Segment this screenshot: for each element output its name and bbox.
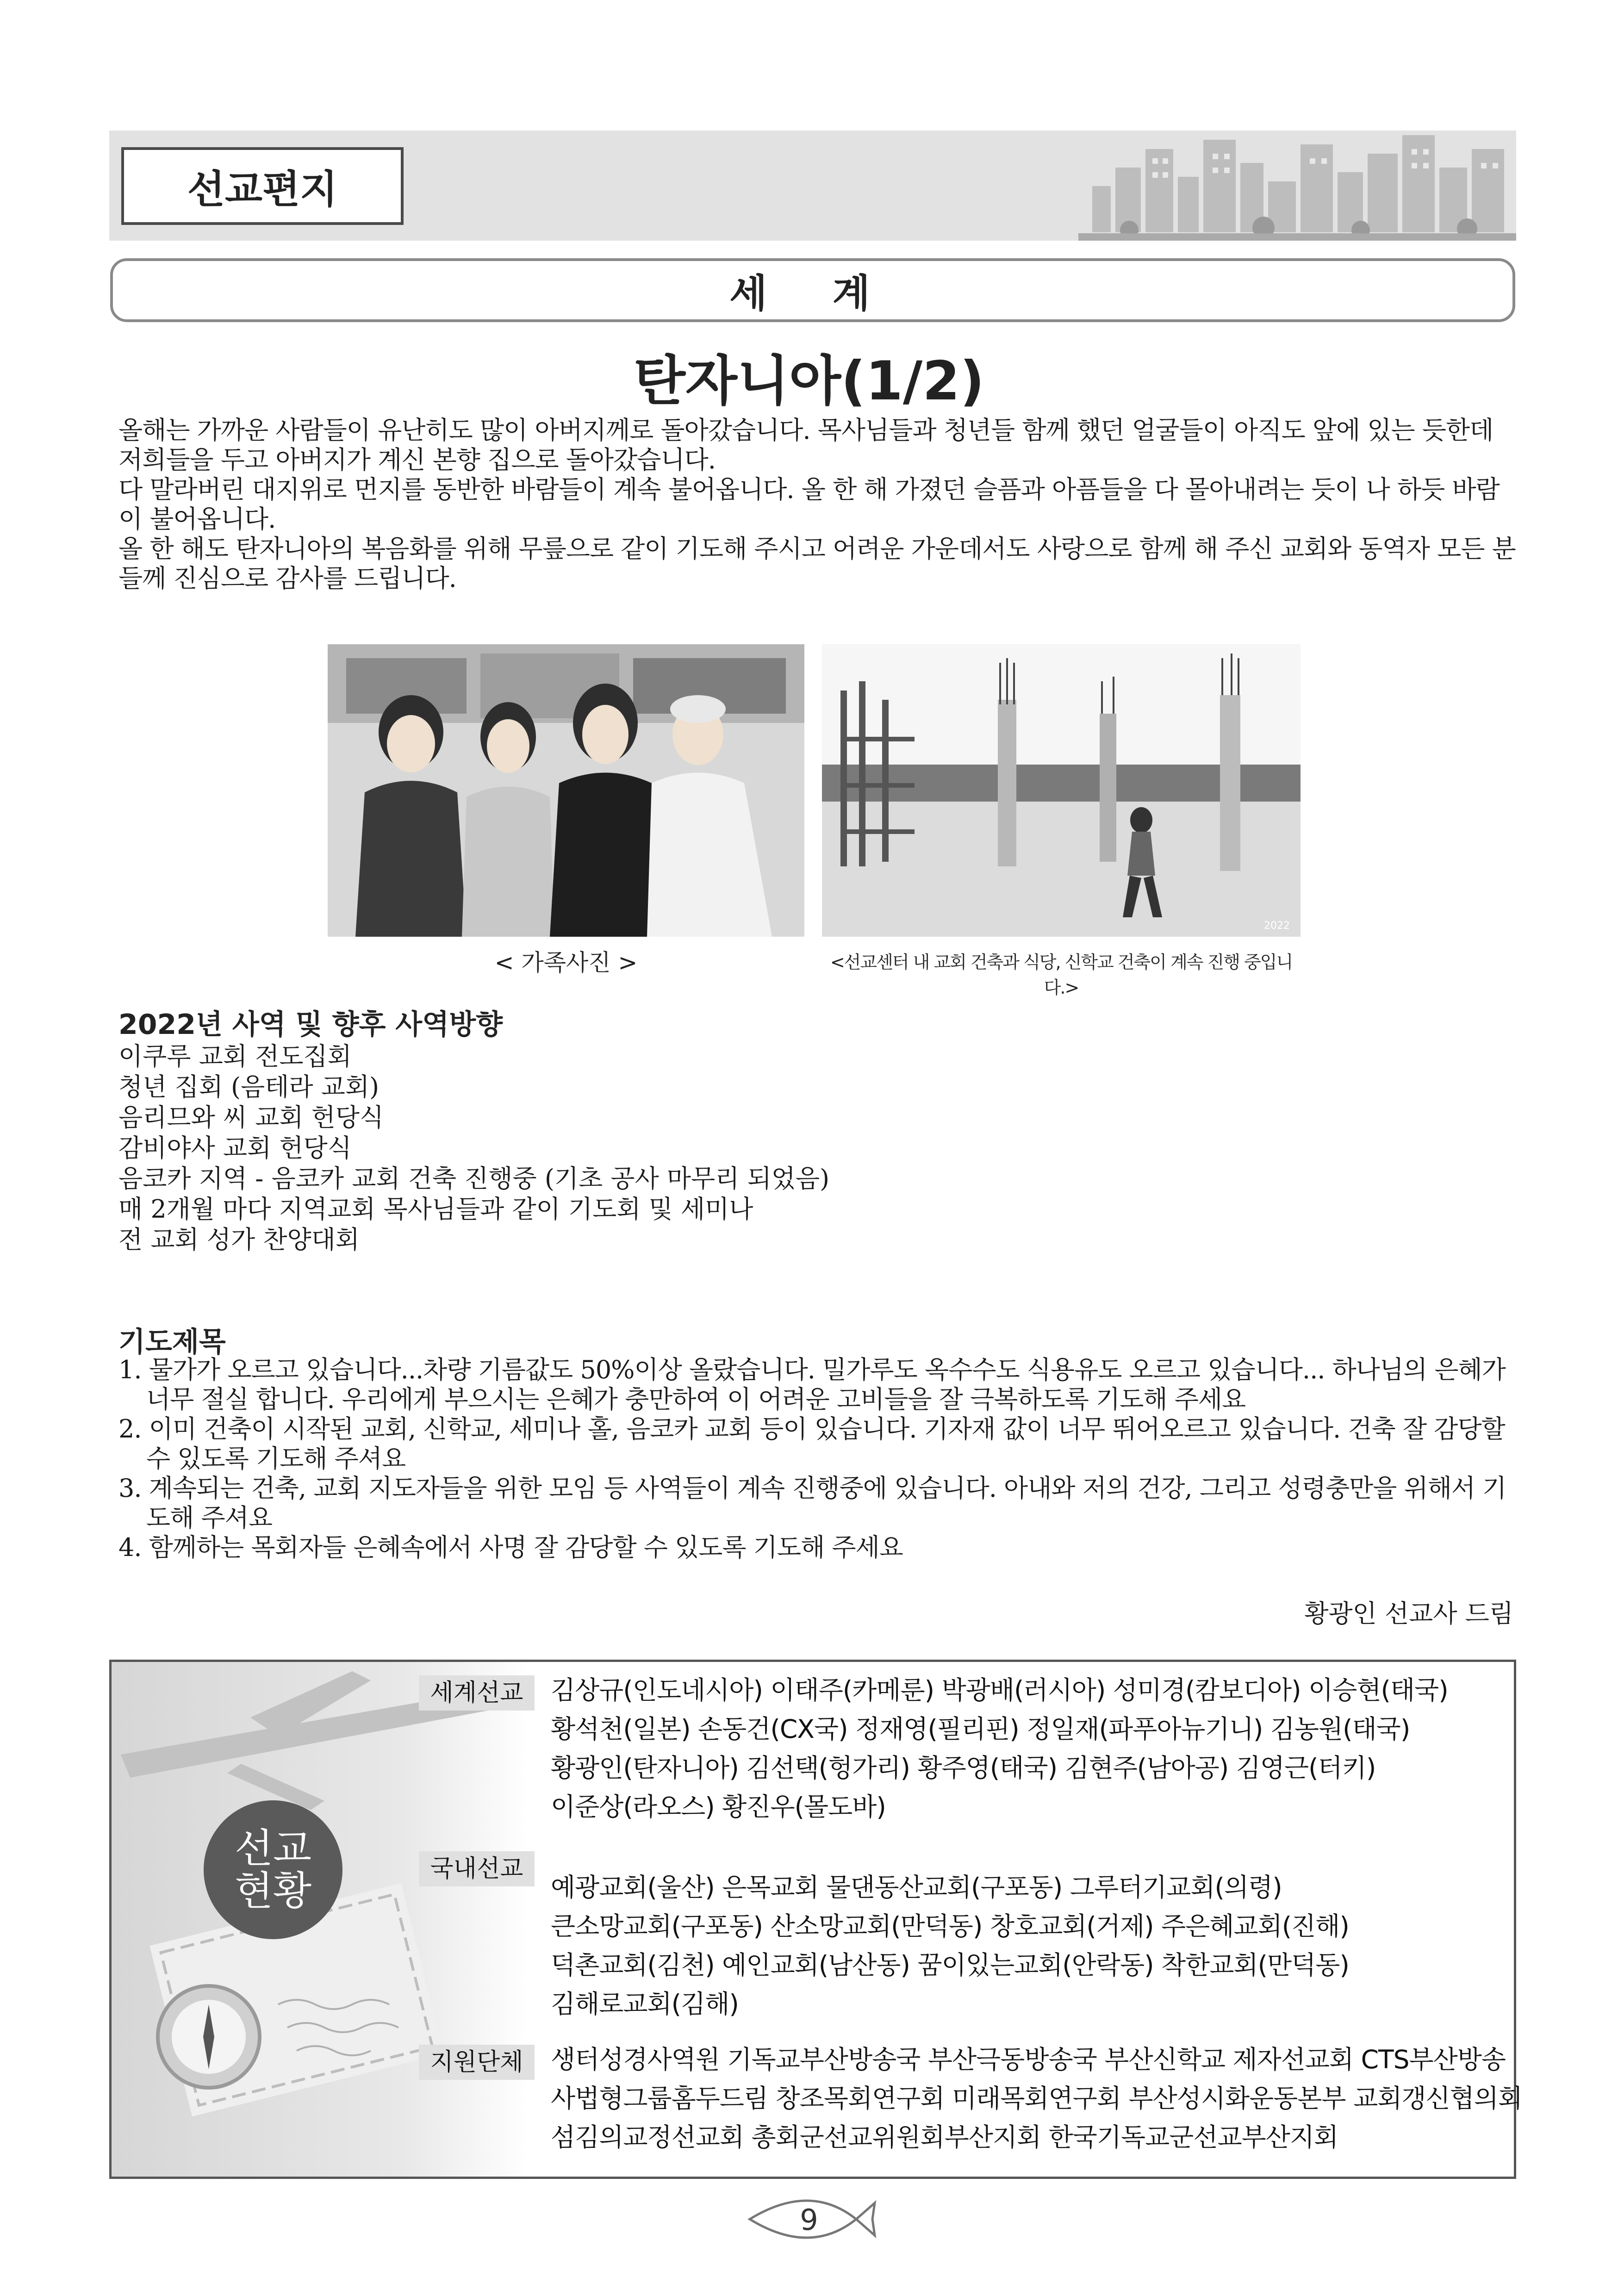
prayer-heading: 기도제목 — [118, 1326, 226, 1358]
world-mission-label: 세계선교 — [419, 1675, 535, 1711]
intro-paragraph: 올 한 해도 탄자니아의 복음화를 위해 무릎으로 같이 기도해 주시고 어려운 가운데서도 사랑으로 함께 해 주신 교회와 동역자 모든 분들께 진심으로 감사를 드립니다. — [118, 534, 1516, 593]
ministry-list — [118, 1041, 1516, 1255]
city-illustration-icon — [1078, 131, 1516, 241]
construction-photo — [822, 644, 1301, 937]
list-item: 큰소망교회(구포동) 산소망교회(만덕동) 창호교회(거제) 주은혜교회(진해) — [551, 1911, 1349, 1941]
mission-status-badge — [204, 1800, 342, 1939]
signature: 황광인 선교사 드림 — [1304, 1599, 1513, 1628]
support-group-label: 지원단체 — [419, 2045, 535, 2080]
list-item: 음코카 지역 - 음코카 교회 건축 진행중 (기초 공사 마무리 되었음) — [118, 1164, 830, 1193]
list-item: 황석천(일본) 손동건(CX국) 정재영(필리핀) 정일재(파푸아뉴기니) 김농원(태국) — [551, 1714, 1410, 1744]
badge-line: 현황 — [234, 1868, 312, 1914]
intro-paragraph: 다 말라버린 대지위로 먼지를 동반한 바람들이 계속 불어옵니다. 올 한 해 가졌던 슬픔과 아픔들을 다 몰아내려는 듯이 나 하듯 바람이 불어옵니다. — [118, 475, 1500, 534]
domestic-mission-list — [551, 1868, 1504, 2023]
world-mission-list — [551, 1671, 1504, 1826]
list-item: 예광교회(울산) 은목교회 물댄동산교회(구포동) 그루터기교회(의령) — [551, 1873, 1282, 1902]
list-item: 사법형그룹홈두드림 창조목회연구회 미래목회연구회 부산성시화운동본부 교회갱신협의회 — [551, 2084, 1523, 2113]
list-item: 이쿠루 교회 전도집회 — [118, 1042, 352, 1071]
list-item: 음리므와 씨 교회 헌당식 — [118, 1103, 384, 1132]
section-title: 선교편지 — [121, 147, 404, 225]
prayer-item: 4. 함께하는 목회자들 은혜속에서 사명 잘 감당할 수 있도록 기도해 주세요 — [118, 1533, 903, 1562]
prayer-item: 3. 계속되는 건축, 교회 지도자들을 위한 모임 등 사역들이 계속 진행중에 있습니다. 아내와 저의 건강, 그리고 성령충만을 위해서 기도해 주셔요 — [118, 1474, 1506, 1532]
ministry-heading: 2022년 사역 및 향후 사역방향 — [118, 1008, 503, 1041]
badge-line: 선교 — [234, 1825, 312, 1872]
article-title: 탄자니아(1/2) — [633, 350, 985, 412]
list-item: 덕촌교회(김천) 예인교회(남산동) 꿈이있는교회(안락동) 착한교회(만덕동) — [551, 1950, 1349, 1980]
family-photo-caption: < 가족사진 > — [494, 949, 638, 976]
list-item: 김해로교회(김해) — [551, 1989, 739, 2019]
list-item: 섬김의교정선교회 총회군선교위원회부산지회 한국기독교군선교부산지회 — [551, 2122, 1338, 2152]
list-item: 생터성경사역원 기독교부산방송국 부산극동방송국 부산신학교 제자선교회 CTS부산방송 — [551, 2045, 1506, 2074]
domestic-mission-label: 국내선교 — [419, 1851, 535, 1886]
support-group-list — [551, 2040, 1523, 2157]
prayer-item: 2. 이미 건축이 시작된 교회, 신학교, 세미나 홀, 음코카 교회 등이 있습니다. 기자재 값이 너무 뛰어오르고 있습니다. 건축 잘 감당할 수 있도록 기도해 주셔요 — [118, 1414, 1505, 1473]
list-item: 청년 집회 (음테라 교회) — [118, 1072, 380, 1101]
list-item: 김상규(인도네시아) 이태주(카메룬) 박광배(러시아) 성미경(캄보디아) 이승현(태국) — [551, 1675, 1448, 1705]
list-item: 이준상(라오스) 황진우(몰도바) — [551, 1792, 886, 1822]
list-item: 매 2개월 마다 지역교회 목사님들과 같이 기도회 및 세미나 — [118, 1195, 753, 1224]
intro-paragraph: 올해는 가까운 사람들이 유난히도 많이 아버지께로 돌아갔습니다. 목사님들과 청년들 함께 했던 얼굴들이 아직도 앞에 있는 듯한데 저희들을 두고 아버지가 계신 본향 집으로 돌아갔습니다. — [118, 416, 1494, 474]
construction-photo-caption: <선교센터 내 교회 건축과 식당, 신학교 건축이 계속 진행 중입니다.> — [830, 952, 1293, 998]
list-item: 황광인(탄자니아) 김선택(헝가리) 황주영(태국) 김현주(남아공) 김영근(터키) — [551, 1753, 1376, 1783]
list-item: 감비야사 교회 헌당식 — [118, 1133, 352, 1163]
region-heading: 세 계 — [110, 258, 1515, 322]
intro-text — [118, 416, 1516, 593]
list-item: 전 교회 성가 찬양대회 — [118, 1225, 360, 1254]
photo-date-stamp: 2022 — [1264, 920, 1290, 932]
page-number: 9 — [800, 2203, 818, 2237]
family-photo — [328, 644, 804, 937]
prayer-list — [118, 1355, 1516, 1562]
prayer-item: 1. 물가가 오르고 있습니다...차량 기름값도 50%이상 올랐습니다. 밀가루도 옥수수도 식용유도 오르고 있습니다... 하나님의 은혜가 너무 절실 합니다. 우리에게 부으시는 은혜가 충만하여 이 어려운 고비들을 잘 극복하도록 기도해 주세요 — [118, 1355, 1506, 1414]
